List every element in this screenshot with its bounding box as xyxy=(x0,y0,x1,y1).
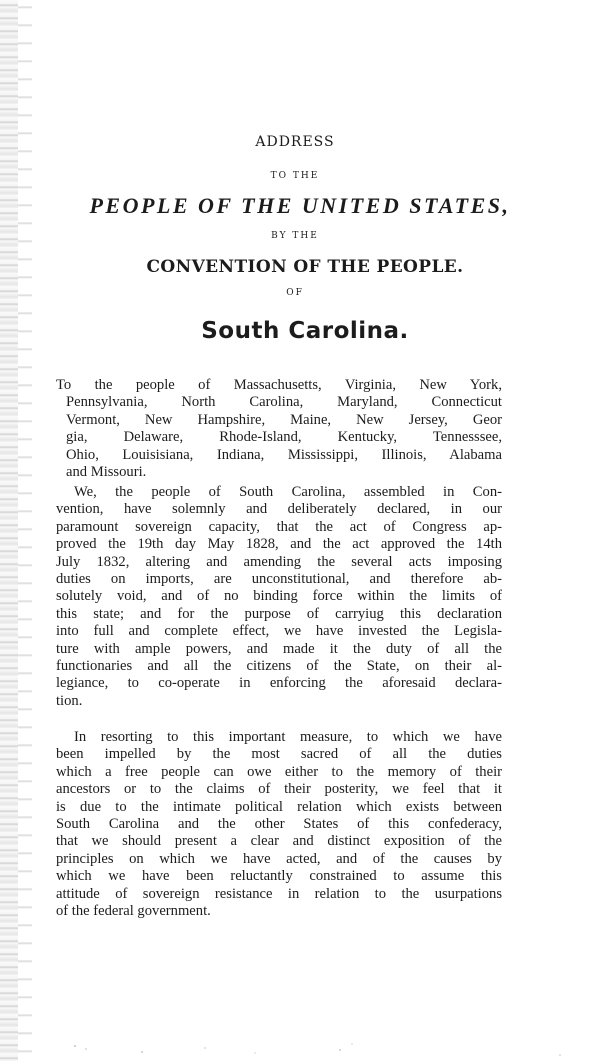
text-line: gia, Delaware, Rhode-Island, Kentucky, Tennesssee, xyxy=(66,429,502,446)
heading-convention: CONVENTION OF THE PEOPLE. xyxy=(146,257,464,277)
heading-to-the: TO THE xyxy=(270,171,320,181)
paragraph-declaration xyxy=(56,484,502,710)
text-line: functionaries and all the citizens of the State, on their al- xyxy=(56,657,502,674)
text-line: into full and complete effect, we have invested the Legisla- xyxy=(56,623,502,640)
heading-of: OF xyxy=(286,288,304,298)
text-line: and Missouri. xyxy=(66,463,147,480)
text-line: is due to the intimate political relation which exists between xyxy=(56,798,502,815)
text-line: which a free people can owe either to the memory of their xyxy=(56,763,502,780)
text-line: that we should present a clear and distinct exposition of the xyxy=(56,833,502,850)
text-line: principles on which we have acted, and of the causes by xyxy=(56,850,502,867)
text-line: Pennsylvania, North Carolina, Maryland, Connecticut xyxy=(66,394,502,411)
paragraph-salutation xyxy=(56,377,502,481)
text-line: of the federal government. xyxy=(56,902,211,919)
text-line: ture with ample powers, and made it the duty of all the xyxy=(56,640,502,657)
text-line: Vermont, New Hampshire, Maine, New Jersey, Geor xyxy=(66,411,502,428)
heading-by-the: BY THE xyxy=(271,231,319,241)
text-line: To the people of Massachusetts, Virginia, New York, xyxy=(56,377,502,393)
text-line: South Carolina and the other States of this confederacy, xyxy=(56,815,502,832)
text-line: We, the people of South Carolina, assembled in Con- xyxy=(74,484,502,500)
heading-south-carolina: South Carolina. xyxy=(201,318,409,344)
text-line: proved the 19th day May 1828, and the act approved the 14th xyxy=(56,536,502,553)
text-line: ancestors or to the claims of their posterity, we feel that it xyxy=(56,781,502,798)
text-line: which we have been reluctantly constrained to assume this xyxy=(56,868,502,885)
page-binding-edge xyxy=(0,0,18,1061)
heading-people-of-united-states: PEOPLE OF THE UNITED STATES, xyxy=(89,193,511,218)
text-line: this state; and for the purpose of carryiug this declaration xyxy=(56,605,502,622)
text-line: paramount sovereign capacity, that the act of Congress ap- xyxy=(56,518,502,535)
text-line: attitude of sovereign resistance in relation to the usurpations xyxy=(56,885,502,902)
text-line: duties on imports, are unconstitutional, and therefore ab- xyxy=(56,570,502,587)
text-line: Ohio, Louisisiana, Indiana, Mississippi, Illinois, Alabama xyxy=(66,446,502,463)
heading-address: ADDRESS xyxy=(255,134,335,150)
text-line: July 1832, altering and amending the several acts imposing xyxy=(56,553,502,570)
text-line: In resorting to this important measure, to which we have xyxy=(74,729,502,745)
text-line: tion. xyxy=(56,692,83,709)
text-line: been impelled by the most sacred of all the duties xyxy=(56,746,502,763)
text-line: vention, have solemnly and deliberately declared, in our xyxy=(56,501,502,518)
text-line: solutely void, and of no binding force within the limits of xyxy=(56,588,502,605)
text-line: legiance, to co-operate in enforcing the aforesaid declara- xyxy=(56,675,502,692)
paragraph-exposition xyxy=(56,729,502,920)
